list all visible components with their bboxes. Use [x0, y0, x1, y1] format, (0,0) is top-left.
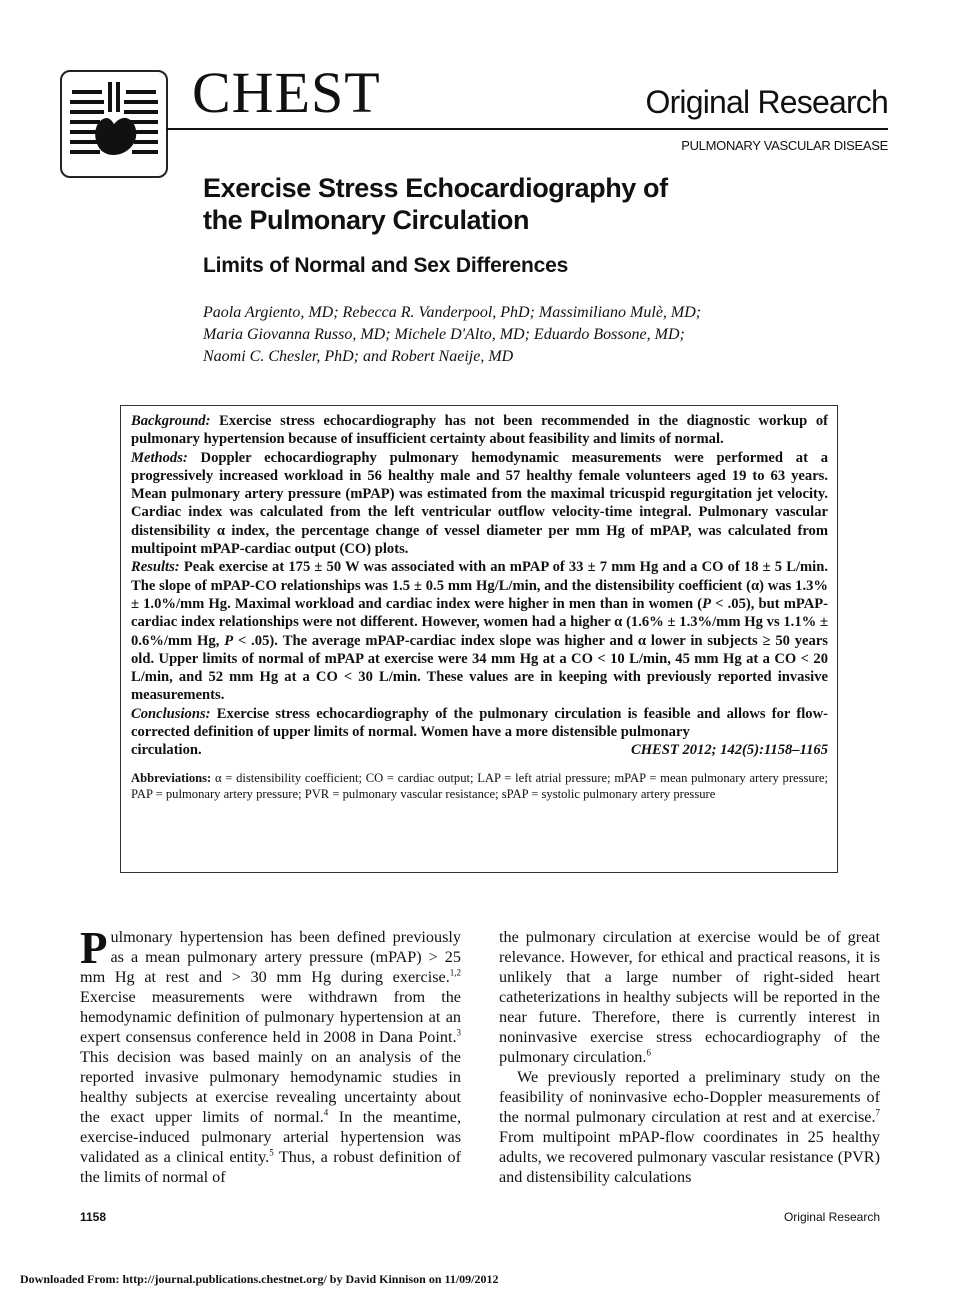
- reference-4[interactable]: 4: [323, 1107, 329, 1118]
- conclusions-text: Exercise stress echocardiography of the pulmonary circulation is feasible and allows for flow-corrected definition of upper limits of normal. Women have a more distensible pulmonary: [131, 705, 828, 741]
- body-paragraph-2: [499, 1067, 880, 1187]
- conclusions-label: Conclusions:: [131, 705, 211, 722]
- methods-label: Methods:: [131, 449, 188, 466]
- background-text: Exercise stress echocardiography has not been recommended in the diagnostic workup of pulmonary hypertension because of insufficient certainty about feasibility and limits of normal.: [131, 413, 828, 448]
- right-text-2b: From multipoint mPAP-flow coordinates in 25 healthy adults, we recovered pulmonary vascular resistance (PVR) and distensibility calculations: [499, 1128, 880, 1186]
- page-number: 1158: [80, 1210, 107, 1224]
- body-paragraph-1: [80, 923, 461, 1187]
- abbrev-label: Abbreviations:: [131, 770, 212, 785]
- methods-text: Doppler echocardiography pulmonary hemodynamic measurements were performed at a progressively increased workload in 56 healthy male and 57 healthy female volunteers aged 19 to 63 years. Mean pulmonary artery pressure (mPAP) was estimated from the maximal tricuspid regurgitation jet velocity. Cardiac index was calculated from the left ventricular outflow velocity-time integral. Pulmonary vascular distensibility α index, the percentage change of vessel diameter per mm Hg of mPAP, was calculated from multipoint mPAP-cardiac output (CO) plots.: [131, 449, 828, 558]
- header-rule: [166, 128, 888, 130]
- section-label: PULMONARY VASCULAR DISEASE: [681, 138, 888, 153]
- reference-1-2[interactable]: 1,2: [449, 967, 461, 978]
- results-p-1: P: [702, 595, 712, 612]
- article-subtitle: Limits of Normal and Sex Differences: [203, 254, 569, 277]
- reference-6[interactable]: 6: [646, 1047, 651, 1058]
- right-text-2a: We previously reported a preliminary study on the feasibility of noninvasive echo-Doppler measurements of the normal pulmonary circulation at rest and at exercise.: [499, 1068, 880, 1126]
- results-label: Results:: [131, 559, 180, 576]
- results-text-b: < .05), but mPAP-cardiac index relationships were not different. However, women had a higher α (1.6% ± 1.3%/mm Hg vs 1.1% ± 0.6%/mm Hg,: [131, 595, 829, 649]
- article-title: [203, 172, 803, 236]
- abstract-box: [120, 405, 838, 873]
- abbreviations: [131, 770, 828, 803]
- left-text-e: Thus, a robust definition of the limits of normal of: [80, 1148, 461, 1186]
- title-line-1: Exercise Stress Echocardiography of: [203, 173, 668, 203]
- body-column-left: [80, 923, 461, 1187]
- abstract-methods: [131, 449, 828, 559]
- abbrev-text: α = distensibility coefficient; CO = cardiac output; LAP = left atrial pressure; mPAP = mean pulmonary artery pressure; PAP = pulmonary artery pressure; PVR = pulmonary vascular resistance; sPAP = systolic pulmonary artery pressure: [131, 770, 828, 802]
- authors-line-1: Paola Argiento, MD; Rebecca R. Vanderpool, PhD; Massimiliano Mulè, MD;: [203, 304, 702, 321]
- author-list: [203, 302, 823, 368]
- conclusions-tail: [131, 741, 828, 759]
- body-paragraph-1-cont: [499, 927, 880, 1067]
- reference-5[interactable]: 5: [269, 1147, 274, 1158]
- abstract-conclusions: [131, 705, 828, 742]
- title-line-2: the Pulmonary Circulation: [203, 205, 530, 235]
- background-label: Background:: [131, 413, 211, 429]
- journal-logo: [60, 70, 168, 178]
- left-text-c: This decision was based mainly on an analysis of the reported invasive pulmonary hemodynamic studies in healthy subjects at exercise revealing uncertainty about the exact upper limits of normal.: [80, 1048, 461, 1126]
- drop-cap: P: [80, 923, 108, 973]
- authors-line-2: Maria Giovanna Russo, MD; Michele D'Alto, MD; Eduardo Bossone, MD;: [203, 326, 685, 343]
- footer-label: Original Research: [783, 1210, 880, 1224]
- reference-3[interactable]: 3: [456, 1027, 461, 1038]
- results-p-2: P: [224, 632, 234, 649]
- results-text-a: Peak exercise at 175 ± 50 W was associated with an mPAP of 33 ± 7 mm Hg and a CO of 18 ± 5 L/min. The slope of mPAP-CO relationships was 1.5 ± 0.5 mm Hg/L/min, and the distensibility coefficient (α) was 1.3% ± 1.0%/mm Hg. Maximal workload and cardiac index were higher in men than in women (: [131, 559, 828, 612]
- reference-7[interactable]: 7: [875, 1107, 880, 1118]
- abstract-background: [131, 412, 828, 449]
- journal-name: CHEST: [192, 60, 381, 125]
- left-text-a: ulmonary hypertension has been defined previously as a mean pulmonary artery pressure (mPAP) > 25 mm Hg at rest and > 30 mm Hg during exercise.: [80, 928, 461, 986]
- authors-line-3: Naomi C. Chesler, PhD; and Robert Naeije, MD: [203, 348, 514, 365]
- conclusions-end: circulation.: [131, 742, 202, 759]
- abstract-results: [131, 558, 828, 704]
- left-text-b: Exercise measurements were withdrawn from the hemodynamic definition of pulmonary hypertension at an expert consensus conference held in 2008 in Dana Point.: [80, 988, 461, 1046]
- left-text-d: In the meantime, exercise-induced pulmonary arterial hypertension was validated as a clinical entity.: [80, 1108, 461, 1166]
- lungs-heart-icon: [66, 76, 162, 172]
- download-notice: Downloaded From: http://journal.publications.chestnet.org/ by David Kinnison on 11/09/2012: [20, 1272, 499, 1286]
- citation: CHEST 2012; 142(5):1158–1165: [630, 742, 828, 759]
- right-text-1: the pulmonary circulation at exercise would be of great relevance. However, for ethical and practical reasons, it is unlikely that a large number of right-sided heart catheterizations in healthy subjects will be reported in the near future. Therefore, there is currently interest in noninvasive exercise stress echocardiography of the pulmonary circulation.: [499, 928, 880, 1066]
- results-text-c: < .05). The average mPAP-cardiac index slope was higher and α lower in subjects ≥ 50 years old. Upper limits of normal of mPAP at exercise were 34 mm Hg at a CO < 10 L/min, 45 mm Hg at a CO < 20 L/min, and 52 mm Hg at a CO < 30 L/min. These values are in keeping with previously reported invasive measurements.: [131, 632, 828, 704]
- article-type: Original Research: [645, 84, 888, 120]
- body-column-right: [499, 927, 880, 1187]
